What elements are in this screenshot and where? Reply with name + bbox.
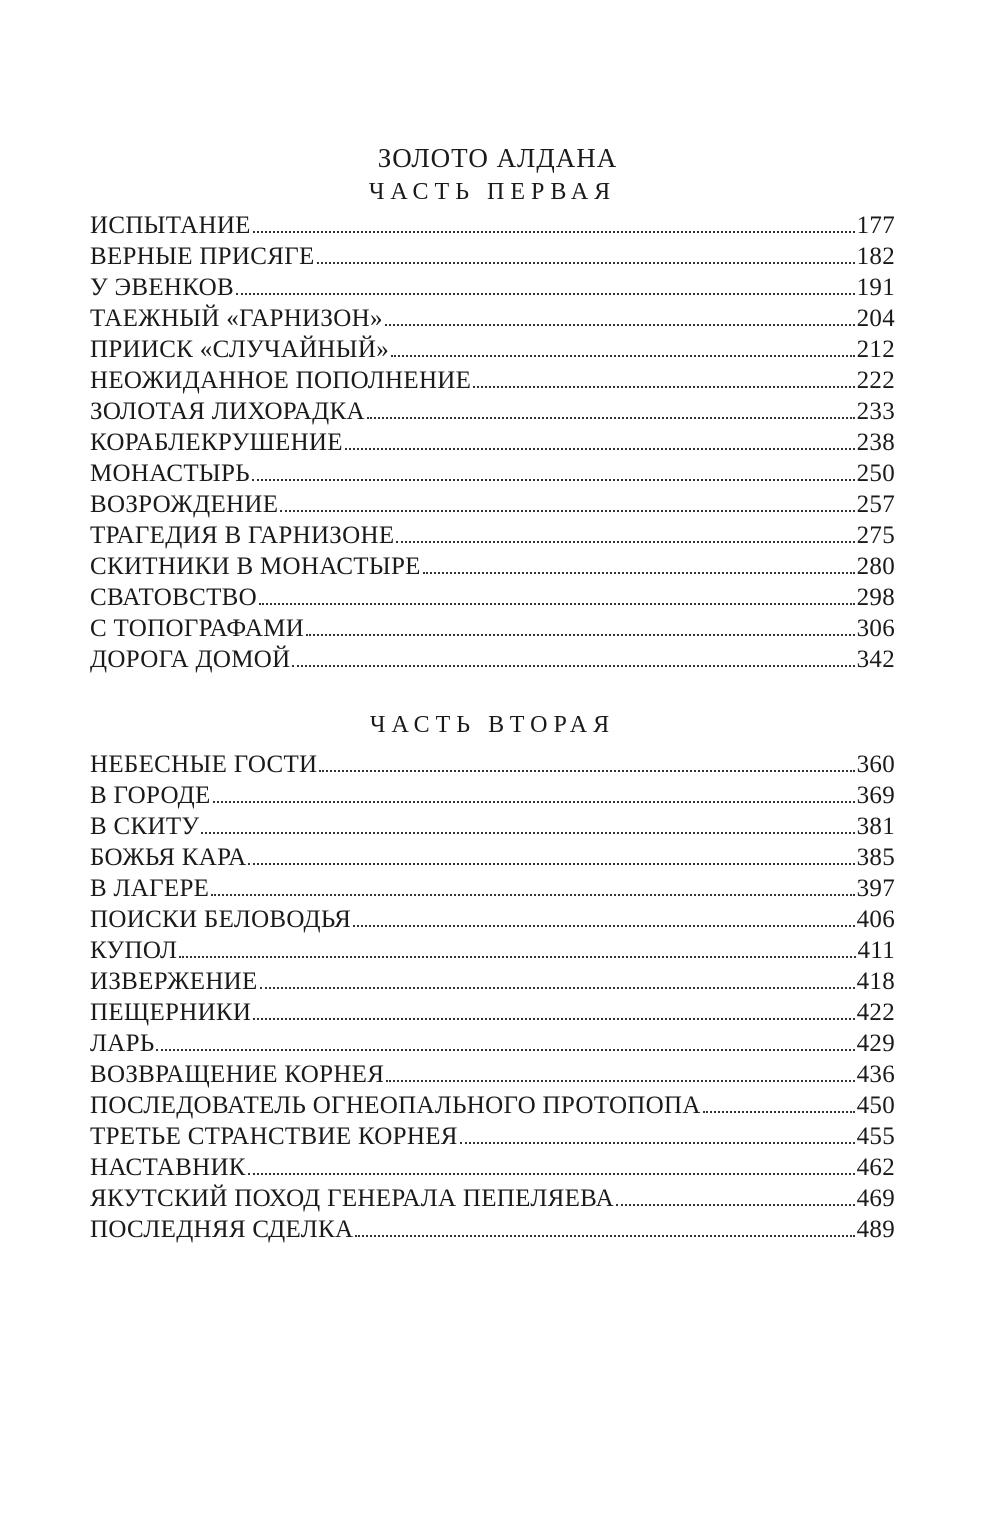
- part-one-chapter-list: [90, 210, 895, 675]
- toc-entry: [90, 458, 895, 489]
- chapter-page-number: 360: [856, 751, 895, 778]
- chapter-page-number: 250: [856, 460, 895, 487]
- part-one: [90, 176, 895, 675]
- chapter-page-number: 385: [856, 844, 895, 871]
- chapter-page-number: 469: [856, 1185, 895, 1212]
- dot-leader: [306, 634, 855, 636]
- toc-entry: [90, 1183, 895, 1214]
- chapter-title: В СКИТУ: [90, 813, 200, 840]
- chapter-page-number: 455: [856, 1123, 895, 1150]
- dot-leader: [355, 1235, 854, 1237]
- chapter-title: СВАТОВСТВО: [90, 584, 257, 611]
- toc-entry: [90, 365, 895, 396]
- chapter-title: ДОРОГА ДОМОЙ: [90, 646, 291, 673]
- chapter-page-number: 397: [856, 875, 895, 902]
- part-two-title: ЧАСТЬ ВТОРАЯ: [369, 712, 616, 738]
- chapter-title: ИЗВЕРЖЕНИЕ: [90, 968, 258, 995]
- dot-leader: [280, 510, 854, 512]
- toc-entry: [90, 749, 895, 780]
- toc-entry: [90, 966, 895, 997]
- dot-leader: [179, 956, 855, 958]
- toc-entry: [90, 1090, 895, 1121]
- toc-entry: [90, 241, 895, 272]
- dot-leader: [236, 293, 855, 295]
- dot-leader: [260, 987, 855, 989]
- chapter-title: СКИТНИКИ В МОНАСТЫРЕ: [90, 553, 421, 580]
- chapter-page-number: 204: [856, 305, 895, 332]
- toc-entry: [90, 1121, 895, 1152]
- part-two: [90, 709, 895, 1245]
- chapter-title: ТРАГЕДИЯ В ГАРНИЗОНЕ: [90, 522, 395, 549]
- dot-leader: [317, 262, 855, 264]
- chapter-page-number: 306: [856, 615, 895, 642]
- dot-leader: [253, 231, 855, 233]
- toc-entry: [90, 1214, 895, 1245]
- chapter-title: НАСТАВНИК: [90, 1154, 246, 1181]
- dot-leader: [460, 1142, 855, 1144]
- chapter-title: ЗОЛОТАЯ ЛИХОРАДКА: [90, 398, 365, 425]
- toc-entry: [90, 873, 895, 904]
- dot-leader: [211, 894, 854, 896]
- chapter-title: ПОИСКИ БЕЛОВОДЬЯ: [90, 906, 352, 933]
- toc-entry: [90, 842, 895, 873]
- dot-leader: [252, 479, 855, 481]
- chapter-title: БОЖЬЯ КАРА: [90, 844, 247, 871]
- toc-entry: [90, 1059, 895, 1090]
- dot-leader: [259, 603, 855, 605]
- chapter-title: ИСПЫТАНИЕ: [90, 212, 251, 239]
- chapter-title: КУПОЛ: [90, 937, 178, 964]
- chapter-title: В ЛАГЕРЕ: [90, 875, 210, 902]
- toc-entry: [90, 935, 895, 966]
- dot-leader: [353, 925, 854, 927]
- chapter-title: ПОСЛЕДНЯЯ СДЕЛКА: [90, 1216, 354, 1243]
- dot-leader: [386, 1080, 854, 1082]
- toc-entry: [90, 1028, 895, 1059]
- chapter-page-number: 342: [856, 646, 895, 673]
- toc-entry: [90, 644, 895, 675]
- dot-leader: [703, 1111, 855, 1113]
- dot-leader: [391, 355, 855, 357]
- chapter-page-number: 462: [856, 1154, 895, 1181]
- chapter-title: ВОЗВРАЩЕНИЕ КОРНЕЯ: [90, 1061, 385, 1088]
- chapter-title: ПОСЛЕДОВАТЕЛЬ ОГНЕОПАЛЬНОГО ПРОТОПОПА: [90, 1092, 701, 1119]
- dot-leader: [616, 1204, 855, 1206]
- dot-leader: [253, 1018, 854, 1020]
- chapter-title: В ГОРОДЕ: [90, 782, 211, 809]
- dot-leader: [156, 1049, 854, 1051]
- chapter-page-number: 257: [856, 491, 895, 518]
- dot-leader: [201, 832, 854, 834]
- chapter-page-number: 212: [856, 336, 895, 363]
- toc-entry: [90, 272, 895, 303]
- chapter-page-number: 233: [856, 398, 895, 425]
- chapter-page-number: 411: [857, 937, 895, 964]
- toc-entry: [90, 613, 895, 644]
- chapter-page-number: 436: [856, 1061, 895, 1088]
- dot-leader: [385, 324, 855, 326]
- chapter-title: ЯКУТСКИЙ ПОХОД ГЕНЕРАЛА ПЕПЕЛЯЕВА: [90, 1185, 614, 1212]
- chapter-page-number: 418: [856, 968, 895, 995]
- chapter-title: ВЕРНЫЕ ПРИСЯГЕ: [90, 243, 315, 270]
- toc-entry: [90, 551, 895, 582]
- chapter-title: НЕБЕСНЫЕ ГОСТИ: [90, 751, 318, 778]
- dot-leader: [319, 770, 854, 772]
- dot-leader: [248, 863, 854, 865]
- chapter-page-number: 422: [856, 999, 895, 1026]
- toc-entry: [90, 520, 895, 551]
- chapter-title: С ТОПОГРАФАМИ: [90, 615, 305, 642]
- chapter-page-number: 280: [856, 553, 895, 580]
- dot-leader: [213, 801, 855, 803]
- chapter-title: МОНАСТЫРЬ: [90, 460, 250, 487]
- toc-entry: [90, 582, 895, 613]
- part-two-chapter-list: [90, 749, 895, 1245]
- toc-entry: [90, 1152, 895, 1183]
- chapter-title: ТРЕТЬЕ СТРАНСТВИЕ КОРНЕЯ: [90, 1123, 458, 1150]
- chapter-page-number: 182: [856, 243, 895, 270]
- table-of-contents: [90, 140, 895, 1245]
- toc-entry: [90, 997, 895, 1028]
- toc-entry: [90, 334, 895, 365]
- chapter-title: ПРИИСК «СЛУЧАЙНЫЙ»: [90, 336, 390, 363]
- toc-entry: [90, 780, 895, 811]
- chapter-title: ВОЗРОЖДЕНИЕ: [90, 491, 279, 518]
- dot-leader: [292, 665, 854, 667]
- chapter-title: КОРАБЛЕКРУШЕНИЕ: [90, 429, 343, 456]
- toc-entry: [90, 904, 895, 935]
- chapter-page-number: 298: [856, 584, 895, 611]
- part-one-title: ЧАСТЬ ПЕРВАЯ: [368, 179, 617, 205]
- dot-leader: [367, 417, 855, 419]
- chapter-page-number: 191: [856, 274, 895, 301]
- chapter-page-number: 177: [856, 212, 895, 239]
- chapter-title: ТАЕЖНЫЙ «ГАРНИЗОН»: [90, 305, 383, 332]
- toc-entry: [90, 427, 895, 458]
- dot-leader: [473, 386, 854, 388]
- toc-entry: [90, 811, 895, 842]
- chapter-page-number: 381: [856, 813, 895, 840]
- chapter-title: ПЕЩЕРНИКИ: [90, 999, 252, 1026]
- book-title: ЗОЛОТО АЛДАНА: [377, 143, 618, 173]
- chapter-title: НЕОЖИДАННОЕ ПОПОЛНЕНИЕ: [90, 367, 472, 394]
- chapter-page-number: 489: [856, 1216, 895, 1243]
- chapter-page-number: 275: [856, 522, 895, 549]
- toc-entry: [90, 303, 895, 334]
- chapter-page-number: 429: [856, 1030, 895, 1057]
- chapter-page-number: 238: [856, 429, 895, 456]
- chapter-page-number: 406: [856, 906, 895, 933]
- chapter-page-number: 369: [856, 782, 895, 809]
- chapter-title: ЛАРЬ: [90, 1030, 155, 1057]
- toc-entry: [90, 396, 895, 427]
- dot-leader: [248, 1173, 855, 1175]
- dot-leader: [423, 572, 855, 574]
- chapter-page-number: 450: [856, 1092, 895, 1119]
- dot-leader: [345, 448, 855, 450]
- toc-entry: [90, 210, 895, 241]
- toc-entry: [90, 489, 895, 520]
- dot-leader: [396, 541, 854, 543]
- chapter-page-number: 222: [856, 367, 895, 394]
- chapter-title: У ЭВЕНКОВ: [90, 274, 234, 301]
